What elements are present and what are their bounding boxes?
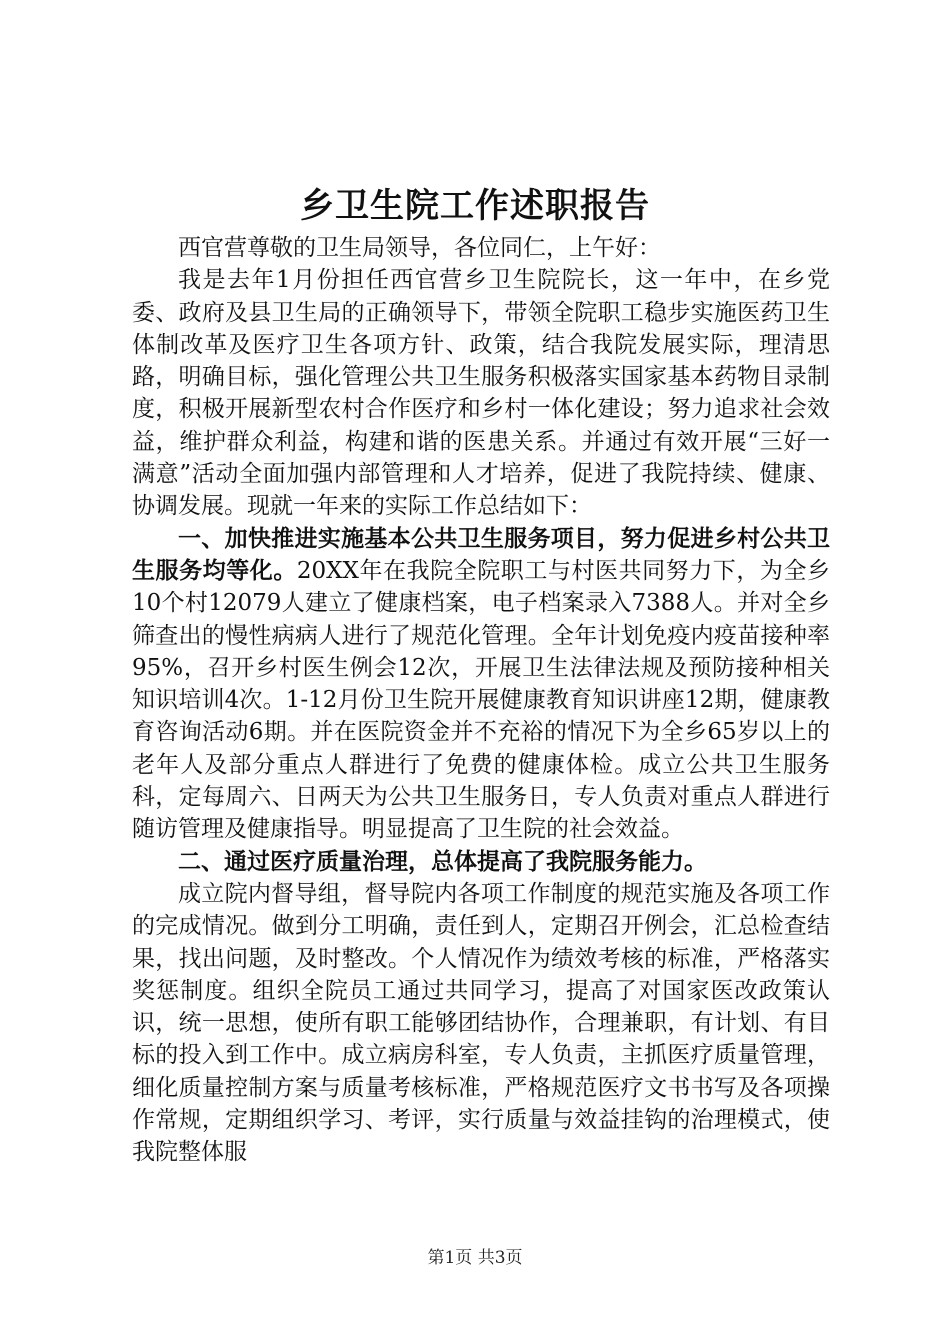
page-number-footer: 第1页 共3页 [427, 1248, 523, 1268]
intro-paragraph: 我是去年1月份担任西官营乡卫生院院长，这一年中，在乡党委、政府及县卫生局的正确领导下，带领全院职工稳步实施医药卫生体制改革及医疗卫生各项方针、政策，结合我院发展实际，理清思路，明确目标，强化管理公共卫生服务积极落实国家基本药物目录制度，积极开展新型农村合作医疗和乡村一体化建设；努力追求社会效益，维护群众利益，构建和谐的医患关系。并通过有效开展“三好一满意”活动全面加强内部管理和人才培养，促进了我院持续、健康、协调发展。现就一年来的实际工作总结如下： [132, 267, 830, 520]
section-1-heading: 一、加快推进实施基本公共卫生服务项目，努力促进乡村公共卫生服务均等化。 [132, 524, 830, 584]
section-1-body: 20XX年在我院全院职工与村医共同努力下，为全乡10个村12079人建立了健康档案，电子档案录入7388人。并对全乡筛查出的慢性病病人进行了规范化管理。全年计划免疫内疫苗接种率95%，召开乡村医生例会12次，开展卫生法律法规及预防接种相关知识培训4次。1-12月份卫生院开展健康教育知识讲座12期，健康教育咨询活动6期。并在医院资金并不充裕的情况下为全乡65岁以上的老年人及部分重点人群进行了免费的健康体检。成立公共卫生服务科，定每周六、日两天为公共卫生服务日，专人负责对重点人群进行随访管理及健康指导。明显提高了卫生院的社会效益。 [132, 557, 831, 843]
section-2-heading: 二、通过医疗质量治理，总体提高了我院服务能力。 [178, 847, 707, 875]
section-2-paragraph: 成立院内督导组，督导院内各项工作制度的规范实施及各项工作的完成情况。做到分工明确，责任到人，定期召开例会，汇总检查结果，找出问题，及时整改。个人情况作为绩效考核的标准，严格落实奖惩制度。组织全院员工通过共同学习，提高了对国家医改政策认识，统一思想，使所有职工能够团结协作，合理兼职，有计划、有目标的投入到工作中。成立病房科室，专人负责，主抓医疗质量管理，细化质量控制方案与质量考核标准，严格规范医疗文书书写及各项操作常规，定期组织学习、考评，实行质量与效益挂钩的治理模式，使我院整体服 [132, 880, 830, 1166]
greeting-paragraph: 西官营尊敬的卫生局领导，各位同仁，上午好： [178, 235, 661, 261]
document-body [132, 232, 830, 1169]
section-1-paragraph [132, 523, 830, 846]
document-title: 乡卫生院工作述职报告 [300, 186, 650, 226]
